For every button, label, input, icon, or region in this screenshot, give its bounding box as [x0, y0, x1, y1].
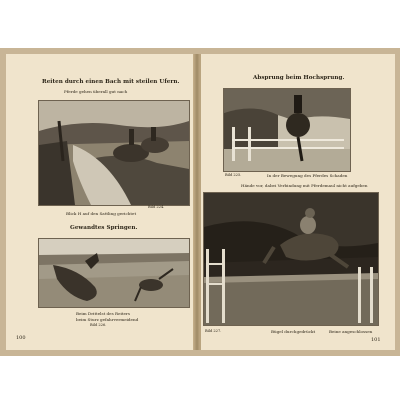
caption-gaze-direction: Blick H auf den Sattling gerichtet: [66, 211, 137, 216]
heading-agile-jumping: Gewandtes Springen.: [70, 225, 138, 231]
caption-rider-fall-1: Beim Drittelst des Reiters: [76, 311, 130, 316]
open-book: [0, 48, 400, 356]
caption-legs-closed: Beine angeschlossen: [329, 329, 373, 334]
photo-high-jump: [223, 88, 351, 172]
photo-fall: [38, 238, 190, 308]
fig-label-226: Bild 226.: [90, 323, 107, 327]
right-page: [200, 54, 395, 350]
fig-label-225: Bild 225.: [225, 173, 242, 177]
caption-stirrup: Bügel durchgedrückt: [271, 329, 316, 334]
heading-stream-crossing: Reiten durch einen Bach mit steilen Ufern.: [42, 79, 180, 85]
photo-stream-crossing: [38, 100, 190, 206]
caption-hands-forward: Hände vor, dabei Verbindung mit Pferdemaul nicht aufgeben: [241, 183, 368, 188]
photo-jump-over-wall: [203, 192, 379, 326]
heading-high-jump-takeoff: Absprung beim Hochsprung.: [253, 75, 345, 81]
page-number-left: 100: [16, 335, 26, 341]
caption-horses-follow: Pferde gehen überall gut nach: [64, 89, 128, 94]
fig-label-224: Bild 224.: [148, 205, 165, 209]
left-page: [6, 54, 195, 350]
fig-label-227: Bild 227.: [205, 329, 222, 333]
caption-rider-fall-2: beim Sturz gefahrvermeidend: [76, 317, 139, 322]
caption-horse-movement: In der Bewegung des Pferdes Schaden: [267, 173, 348, 178]
page-number-right: 101: [371, 337, 381, 343]
